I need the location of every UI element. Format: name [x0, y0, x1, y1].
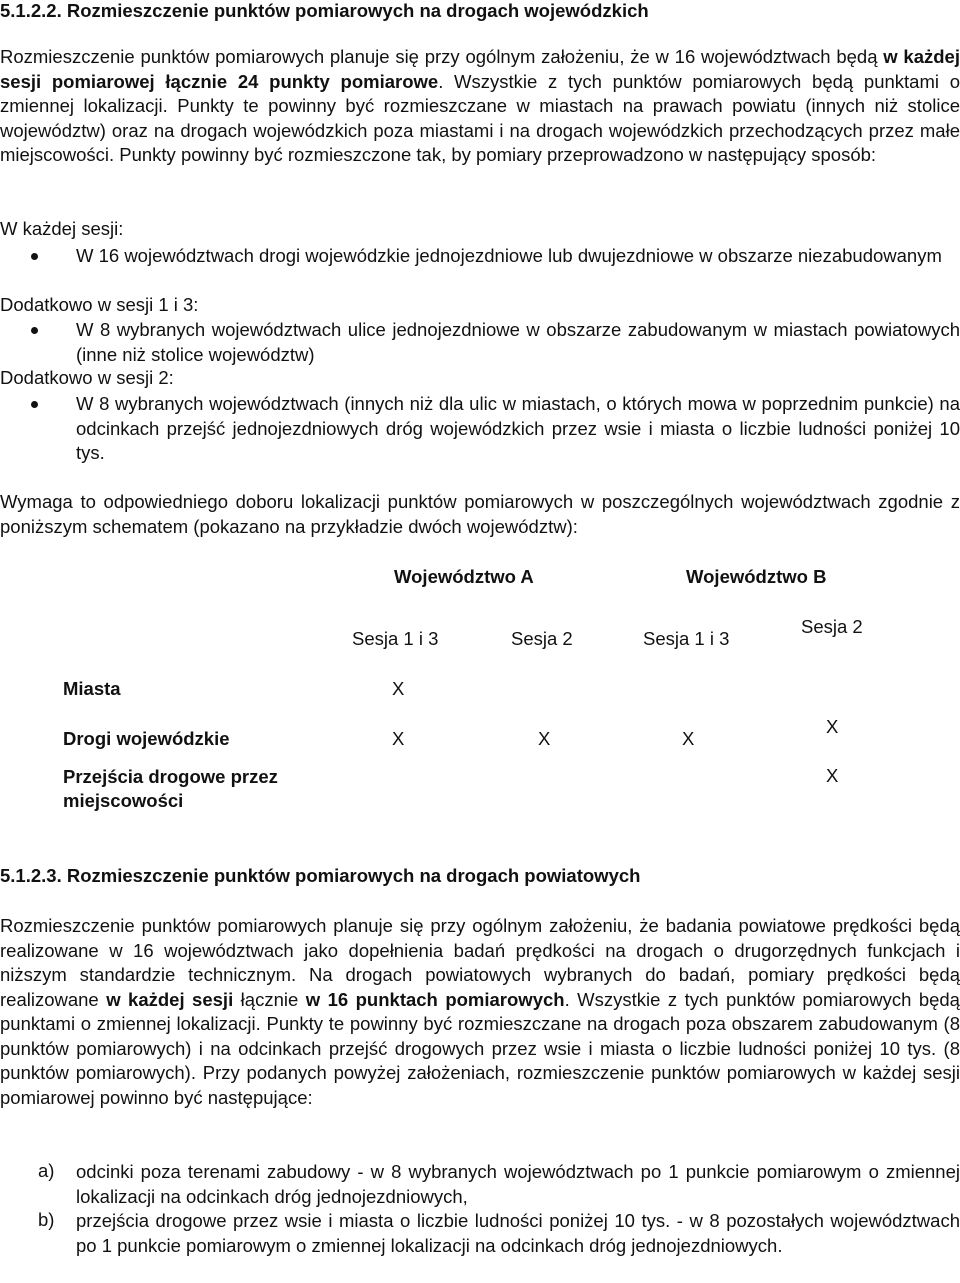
p-text-b: łącznie	[233, 988, 306, 1010]
bullet-text: W 8 wybranych województwach (innych niż dla ulic w miastach, o których mowa w poprzednim punkcie) na odcinkach przejść jednojezdniowych dróg wojewódzkich przez wsie i miasta o liczbie ludności poniżej 10 tys.	[76, 393, 960, 463]
session-header-a-1-3: Sesja 1 i 3	[352, 628, 439, 649]
section-2-paragraph	[0, 914, 960, 1110]
table-mark: X	[826, 765, 839, 786]
table-mark: X	[392, 728, 405, 749]
table-mark: X	[826, 716, 839, 737]
row-label-przejscia: Przejścia drogowe przez miejscowości	[63, 766, 278, 811]
session-header-b-2: Sesja 2	[801, 616, 863, 637]
list-marker: b)	[38, 1209, 55, 1230]
p-text-a: Rozmieszczenie punktów pomiarowych planuje się przy ogólnym założeniu, że badania powiatowe prędkości będą realizowane w 16 województwach jako dopełnienia badań prędkości na drogach o drugorzędnych funkcjach i niższym standardzie technicznym. Na drogach powiatowych wybranych do badań, pomiary prędkości będą realizowane	[0, 915, 960, 1010]
intro-paragraph	[0, 45, 960, 168]
section-heading-5-1-2-2: 5.1.2.2. Rozmieszczenie punktów pomiarowych na drogach wojewódzkich	[0, 0, 649, 21]
intro-text-b: . Wszystkie z tych punktów pomiarowych będą punktami o zmiennej lokalizacji. Punkty te powinny być rozmieszczane w miastach na prawach powiatu (innych niż stolice województw) oraz na drogach wojewódzkich poza miastami i na drogach wojewódzkich przechodzących przez małe miejscowości. Punkty powinny być rozmieszczone tak, by pomiary przeprowadzono w następujący sposób:	[0, 70, 960, 165]
extra-session-2-label: Dodatkowo w sesji 2:	[0, 367, 174, 388]
every-session-label: W każdej sesji:	[0, 218, 124, 239]
voivodeship-b-header: Województwo B	[686, 566, 827, 587]
extra-session-1-3-label: Dodatkowo w sesji 1 i 3:	[0, 294, 199, 315]
bullet-text: W 8 wybranych województwach ulice jednojezdniowe w obszarze zabudowanym w miastach powiatowych (inne niż stolice województw)	[76, 319, 960, 365]
row-label-miasta: Miasta	[63, 678, 121, 699]
table-mark: X	[682, 728, 695, 749]
p-text-c: . Wszystkie z tych punktów pomiarowych będą punktami o zmiennej lokalizacji. Punkty te powinny być rozmieszczane na drogach poza obszarem zabudowanym (8 punktów pomiarowych) i na odcinkach przejść drogowych przez wsie i miasta o liczbie ludności poniżej 10 tys. (8 punktów pomiarowych). Przy podanych powyżej założeniach, rozmieszczenie punktów pomiarowych w każdej sesji pomiarowej powinno być następujące:	[0, 988, 960, 1108]
list-text: przejścia drogowe przez wsie i miasta o liczbie ludności poniżej 10 tys. - w 8 pozostałych województwach po 1 punkcie pomiarowym o zmiennej lokalizacji na odcinkach dróg jednojezdniowych.	[76, 1210, 960, 1256]
intro-text-bold: w każdej sesji pomiarowej łącznie 24 punkty pomiarowe	[0, 46, 960, 92]
session-header-a-2: Sesja 2	[511, 628, 573, 649]
intro-text-a: Rozmieszczenie punktów pomiarowych planuje się przy ogólnym założeniu, że w 16 województwach będą	[0, 46, 884, 67]
bullet-dot	[31, 253, 38, 260]
p-text-bold-2: w 16 punktach pomiarowych	[305, 988, 565, 1010]
row-label-drogi-wojewodzkie: Drogi wojewódzkie	[63, 728, 230, 749]
list-marker: a)	[38, 1160, 55, 1181]
session-header-b-1-3: Sesja 1 i 3	[643, 628, 730, 649]
requires-paragraph: Wymaga to odpowiedniego doboru lokalizacji punktów pomiarowych w poszczególnych województwach zgodnie z poniższym schematem (pokazano na przykładzie dwóch województw):	[0, 491, 960, 537]
list-text: odcinki poza terenami zabudowy - w 8 wybranych województwach po 1 punkcie pomiarowym o zmiennej lokalizacji na odcinkach dróg jednojezdniowych,	[76, 1161, 960, 1207]
bullet-dot	[31, 401, 38, 408]
table-mark: X	[538, 728, 551, 749]
section-heading-5-1-2-3: 5.1.2.3. Rozmieszczenie punktów pomiarowych na drogach powiatowych	[0, 865, 641, 886]
voivodeship-a-header: Województwo A	[394, 566, 534, 587]
table-mark: X	[392, 678, 405, 699]
p-text-bold-1: w każdej sesji	[106, 988, 234, 1010]
bullet-text: W 16 województwach drogi wojewódzkie jednojezdniowe lub dwujezdniowe w obszarze niezabudowanym	[76, 245, 942, 266]
bullet-dot	[31, 327, 38, 334]
